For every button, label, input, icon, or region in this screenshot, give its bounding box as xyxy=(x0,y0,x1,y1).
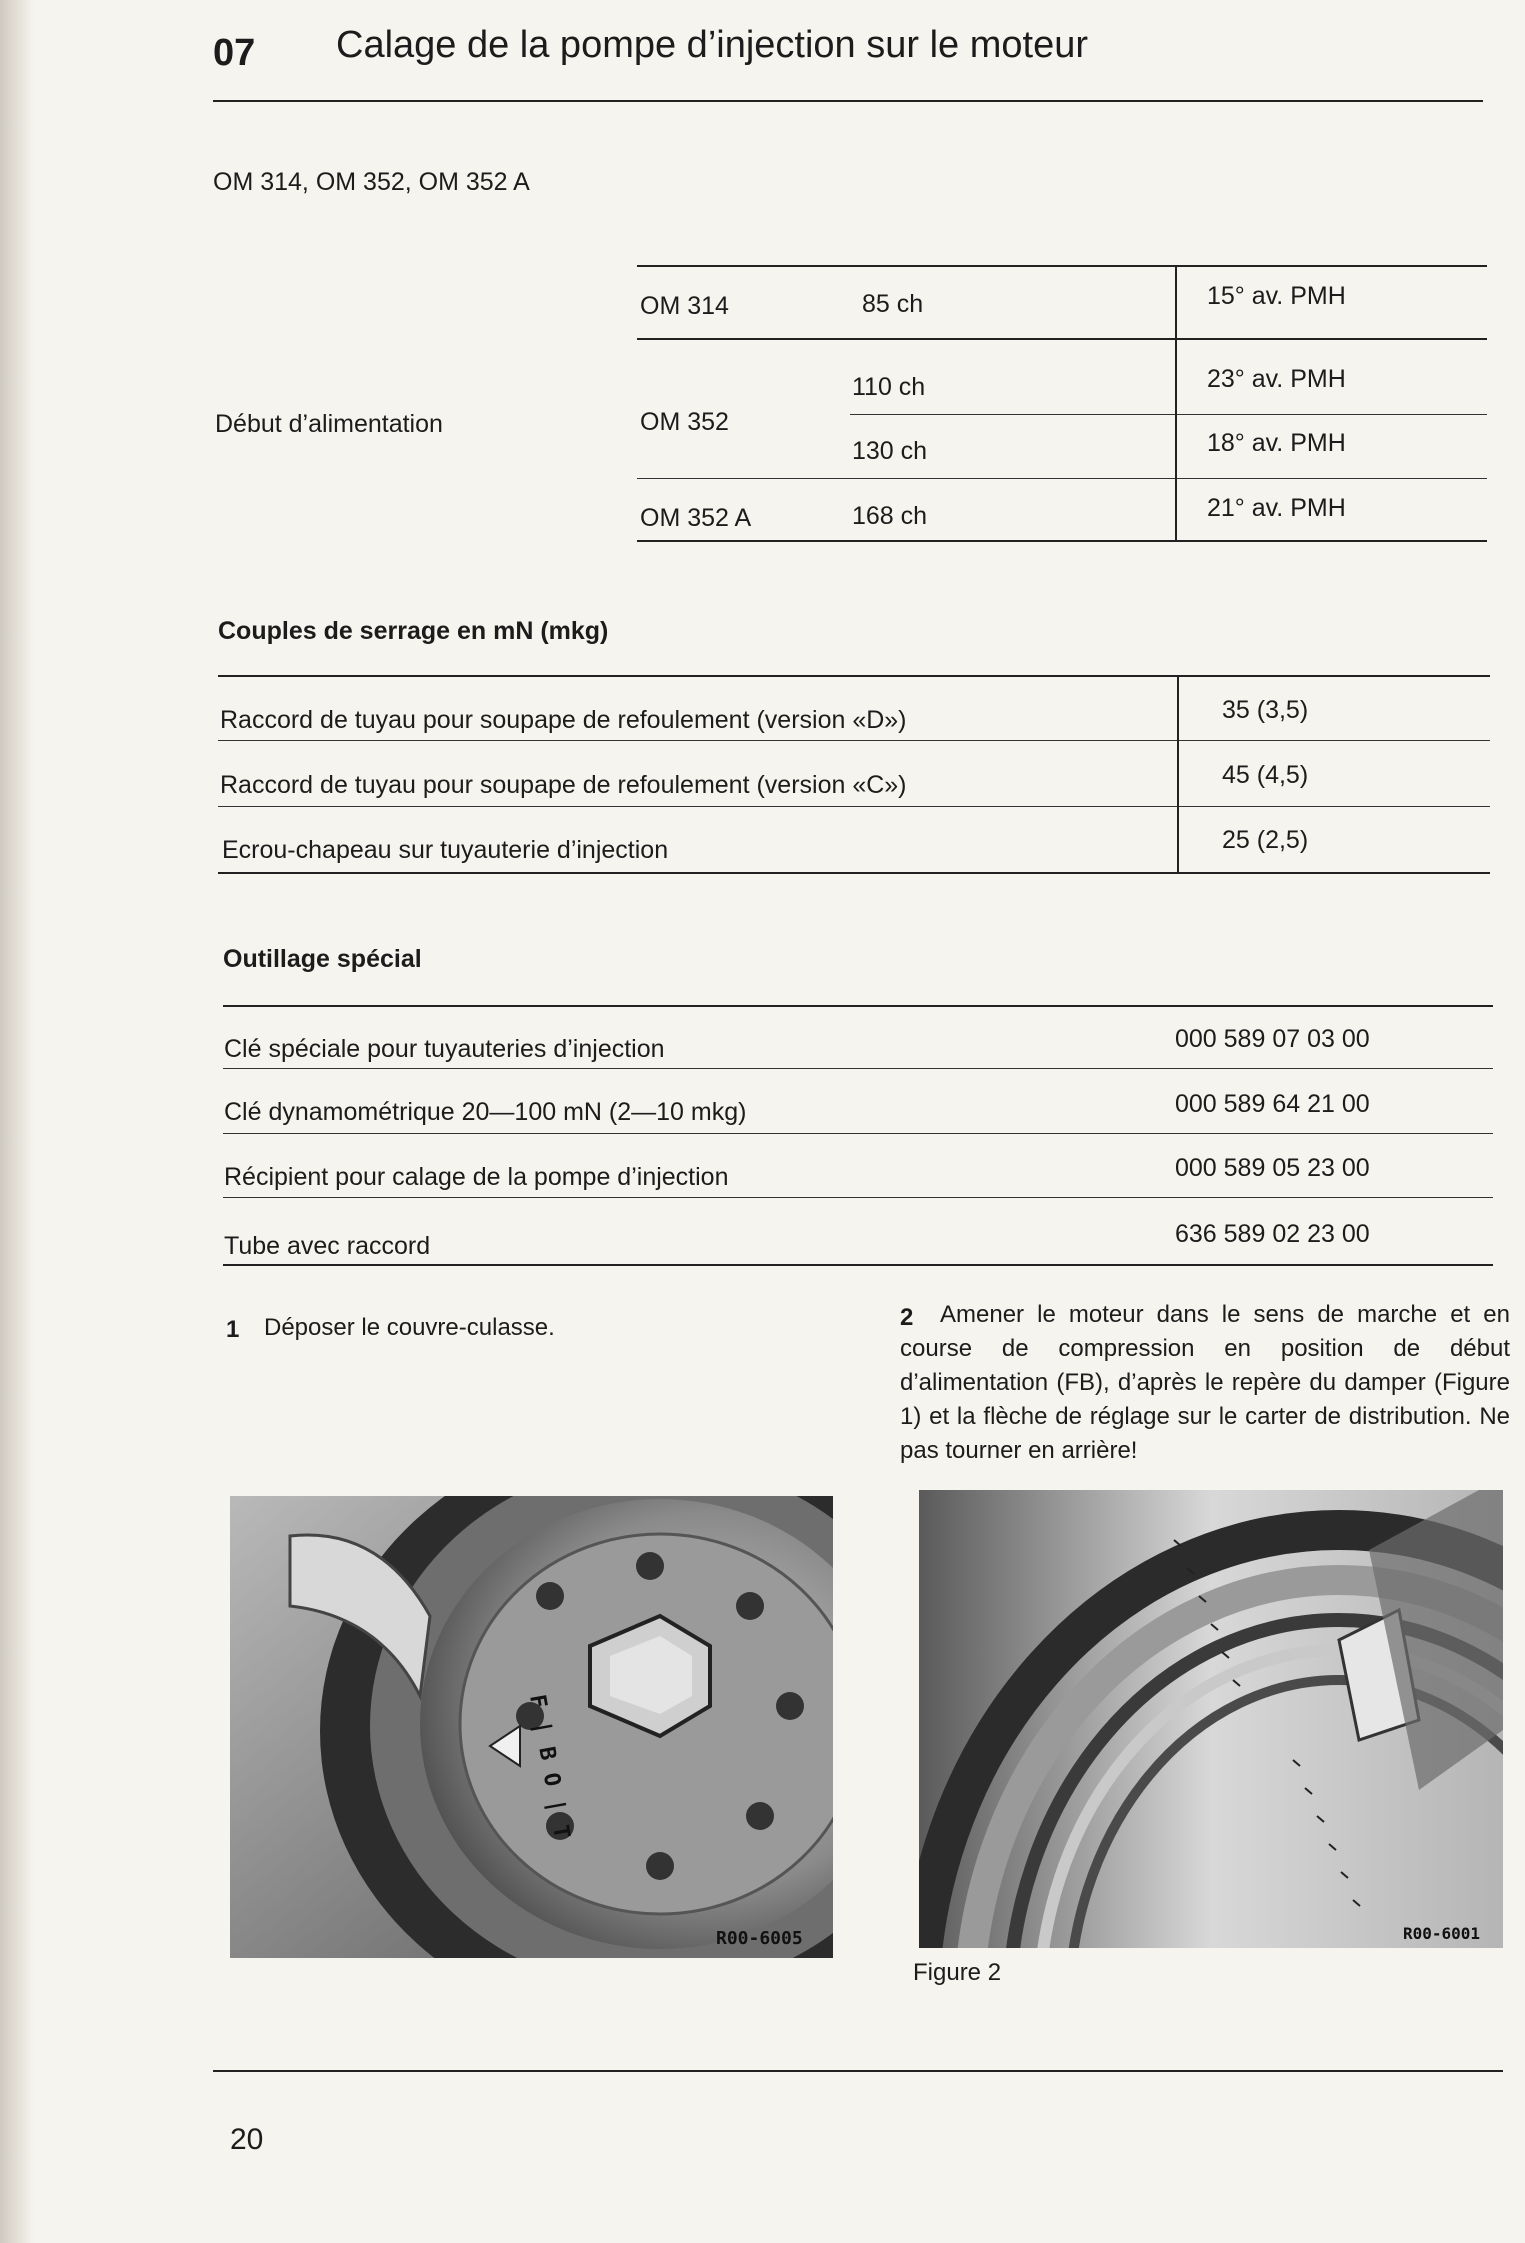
feed-row-label: Début d’alimentation xyxy=(215,410,443,438)
feed-timing: 23° av. PMH xyxy=(1207,365,1346,393)
engine-list: OM 314, OM 352, OM 352 A xyxy=(213,168,530,196)
figure-1-photo xyxy=(230,1496,833,1958)
step-number: 1 xyxy=(226,1316,240,1343)
figure-2-caption: Figure 2 xyxy=(913,1959,1002,1986)
timing-marks-label: F | B O | T xyxy=(524,1692,575,1841)
tools-heading: Outillage spécial xyxy=(223,945,422,973)
feed-timing: 18° av. PMH xyxy=(1207,429,1346,457)
torque-label: Ecrou-chapeau sur tuyauterie d’injection xyxy=(222,836,669,864)
binding-edge xyxy=(0,0,34,2243)
figure-2-photo xyxy=(919,1490,1503,1948)
feed-engine: OM 352 A xyxy=(640,504,752,532)
damper-pulley-illustration xyxy=(230,1496,833,1958)
step-number: 2 xyxy=(900,1304,914,1331)
feed-power: 110 ch xyxy=(852,373,926,401)
footer-rule xyxy=(213,2070,1503,2072)
tool-label: Clé spéciale pour tuyauteries d’injection xyxy=(224,1035,665,1063)
step-text: Amener le moteur dans le sens de marche et en course de compression en position de début d’alimentation (FB), d’après le repère du damper (Figure 1) et la flèche de réglage sur le carter de distribution. Ne pas tourner en arrière! xyxy=(900,1301,1510,1464)
figure-1-code: R00-6005 xyxy=(716,1928,803,1949)
page-title: Calage de la pompe d’injection sur le moteur xyxy=(336,24,1088,66)
section-number: 07 xyxy=(213,32,256,74)
page-number: 20 xyxy=(230,2123,264,2156)
tool-label: Tube avec raccord xyxy=(224,1232,431,1260)
damper-scale-illustration xyxy=(919,1490,1503,1948)
tool-label: Clé dynamométrique 20—100 mN (2—10 mkg) xyxy=(224,1098,747,1126)
feed-power: 85 ch xyxy=(862,290,924,318)
feed-engine: OM 352 xyxy=(640,408,729,436)
feed-engine: OM 314 xyxy=(640,292,729,320)
feed-timing: 15° av. PMH xyxy=(1207,282,1346,310)
feed-timing: 21° av. PMH xyxy=(1207,494,1346,522)
feed-power: 168 ch xyxy=(852,502,928,530)
torque-label: Raccord de tuyau pour soupape de refoulement (version «D») xyxy=(220,706,907,734)
tool-number: 000 589 05 23 00 xyxy=(1175,1154,1370,1182)
torque-value: 45 (4,5) xyxy=(1222,761,1309,789)
header-rule xyxy=(213,100,1483,102)
figure-2-code: R00-6001 xyxy=(1403,1924,1481,1943)
torque-value: 25 (2,5) xyxy=(1222,826,1309,854)
step-text: Déposer le couvre-culasse. xyxy=(264,1314,555,1341)
tool-number: 000 589 64 21 00 xyxy=(1175,1090,1370,1118)
torque-heading: Couples de serrage en mN (mkg) xyxy=(218,617,609,645)
torque-label: Raccord de tuyau pour soupape de refoulement (version «C») xyxy=(220,771,907,799)
tool-number: 636 589 02 23 00 xyxy=(1175,1220,1370,1248)
torque-value: 35 (3,5) xyxy=(1222,696,1309,724)
feed-power: 130 ch xyxy=(852,437,928,465)
tool-number: 000 589 07 03 00 xyxy=(1175,1025,1370,1053)
tool-label: Récipient pour calage de la pompe d’injection xyxy=(224,1163,729,1191)
